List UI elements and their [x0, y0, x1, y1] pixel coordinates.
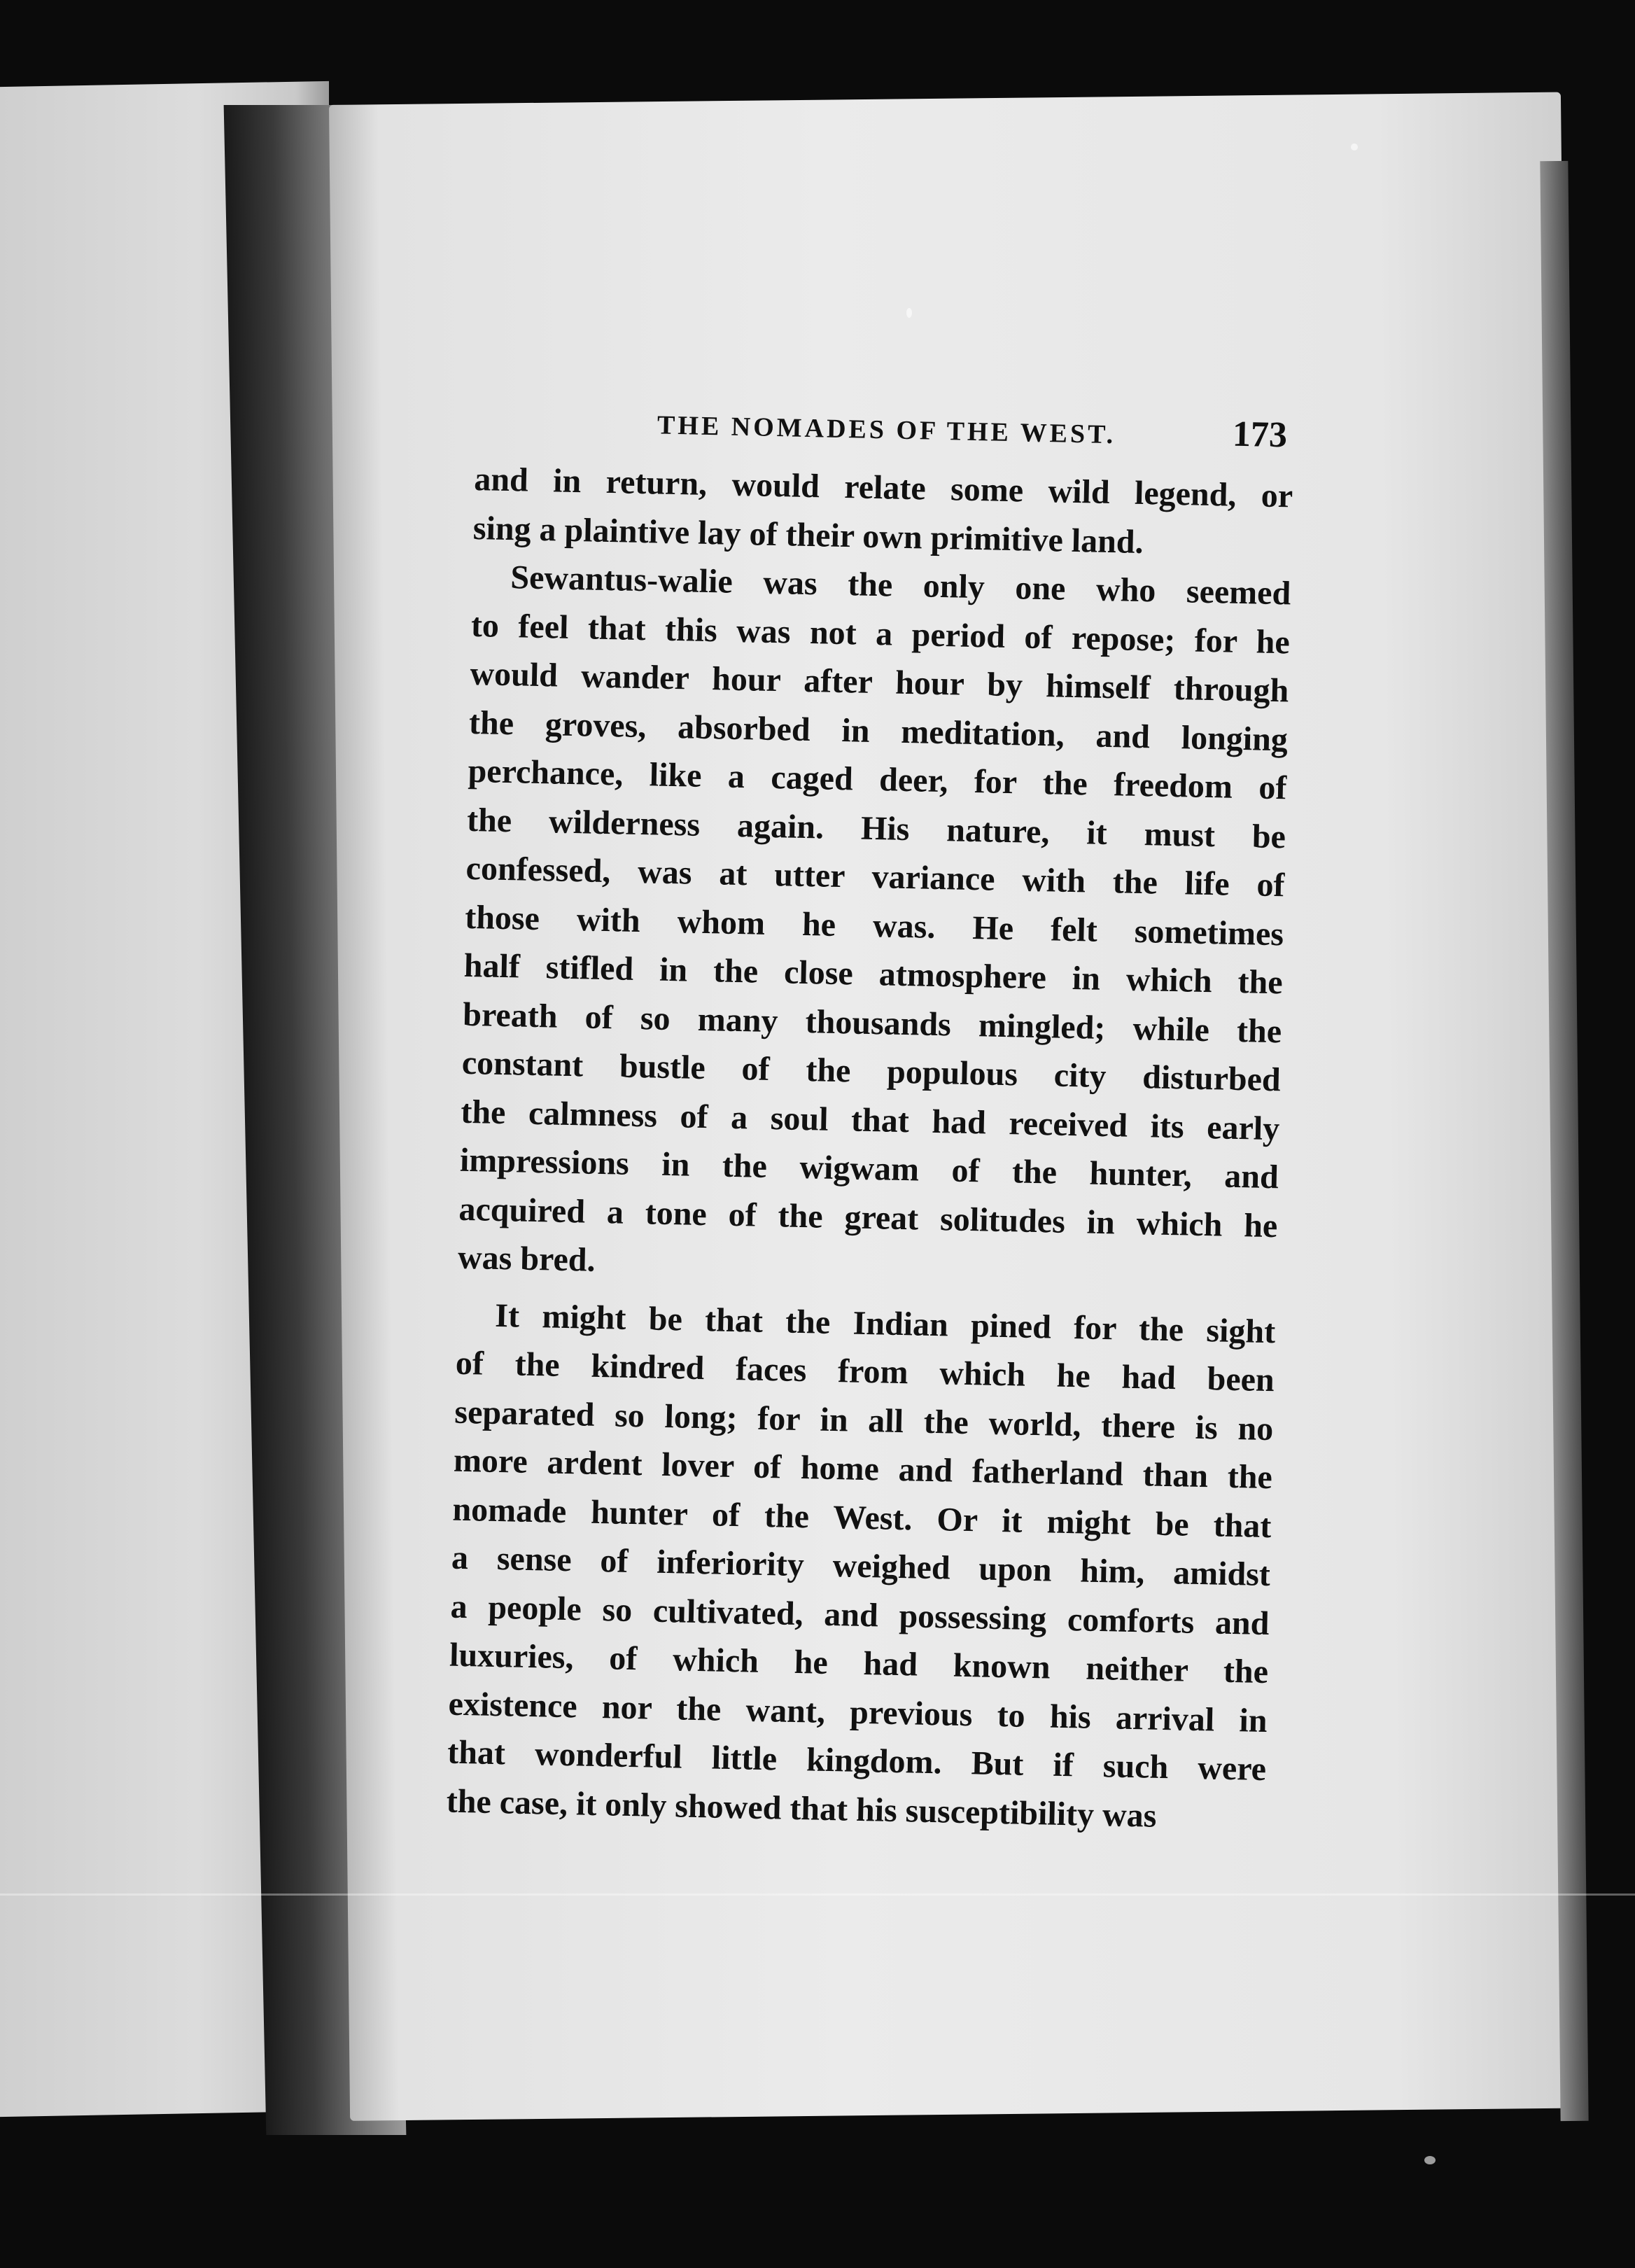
paragraph [446, 1290, 1276, 1842]
paragraph [457, 552, 1291, 1299]
text-line: Sewantus-walie was the only one who seemed [510, 559, 1291, 612]
text-line: the wilderness again. His nature, it must be [466, 801, 1286, 855]
text-line: the case, it only showed that his susceptibility was [446, 1782, 1157, 1835]
text-line: of the kindred faces from which he had been [455, 1344, 1275, 1399]
text-line: that wonderful little kingdom. But if such were [447, 1733, 1267, 1788]
text-line: to feel that this was not a period of repose; for he [470, 606, 1291, 661]
text-line: a sense of inferiority weighed upon him, amidst [451, 1539, 1271, 1594]
text-line: existence nor the want, previous to his arrival in [448, 1685, 1268, 1740]
text-line: luxuries, of which he had known neither the [449, 1636, 1269, 1691]
page-content [446, 392, 1295, 1842]
dust-speck [1424, 2156, 1436, 2164]
page-number: 173 [1232, 414, 1288, 456]
dust-speck [1351, 144, 1358, 150]
text-line: those with whom he was. He felt sometimes [464, 898, 1284, 953]
text-line: was bred. [457, 1238, 596, 1279]
paragraph [472, 455, 1293, 569]
text-line: nomade hunter of the West. Or it might be that [452, 1490, 1272, 1545]
scan-artifact-line [0, 1893, 1635, 1896]
dust-speck [906, 308, 912, 318]
text-line: perchance, like a caged deer, for the freedom of [468, 752, 1287, 807]
previous-page-text-area [0, 85, 140, 2117]
text-line: separated so long; for in all the world, there is no [454, 1393, 1274, 1448]
text-line: would wander hour after hour by himself through [470, 654, 1289, 710]
text-line: a people so cultivated, and possessing comforts and [450, 1588, 1270, 1642]
text-line: breath of so many thousands mingled; while the [462, 995, 1282, 1050]
text-line: It might be that the Indian pined for the sight [494, 1296, 1276, 1350]
text-line: constant bustle of the populous city disturbed [461, 1044, 1282, 1099]
body-text [446, 455, 1293, 1842]
running-head-title: THE NOMADES OF THE WEST. [657, 410, 1116, 450]
text-line: and in return, would relate some wild legend, or [473, 460, 1293, 515]
text-line: impressions in the wigwam of the hunter, and [459, 1141, 1279, 1196]
text-line: sing a plaintive lay of their own primitive land. [472, 509, 1144, 561]
text-line: more ardent lover of home and fatherland than the [453, 1441, 1273, 1497]
text-line: half stifled in the close atmosphere in which the [463, 946, 1284, 1002]
text-line: the calmness of a soul that had received its early [460, 1093, 1280, 1147]
text-line: acquired a tone of the great solitudes in which he [458, 1190, 1278, 1245]
text-line: confessed, was at utter variance with the life of [465, 849, 1286, 904]
text-line: the groves, absorbed in meditation, and longing [468, 704, 1289, 758]
